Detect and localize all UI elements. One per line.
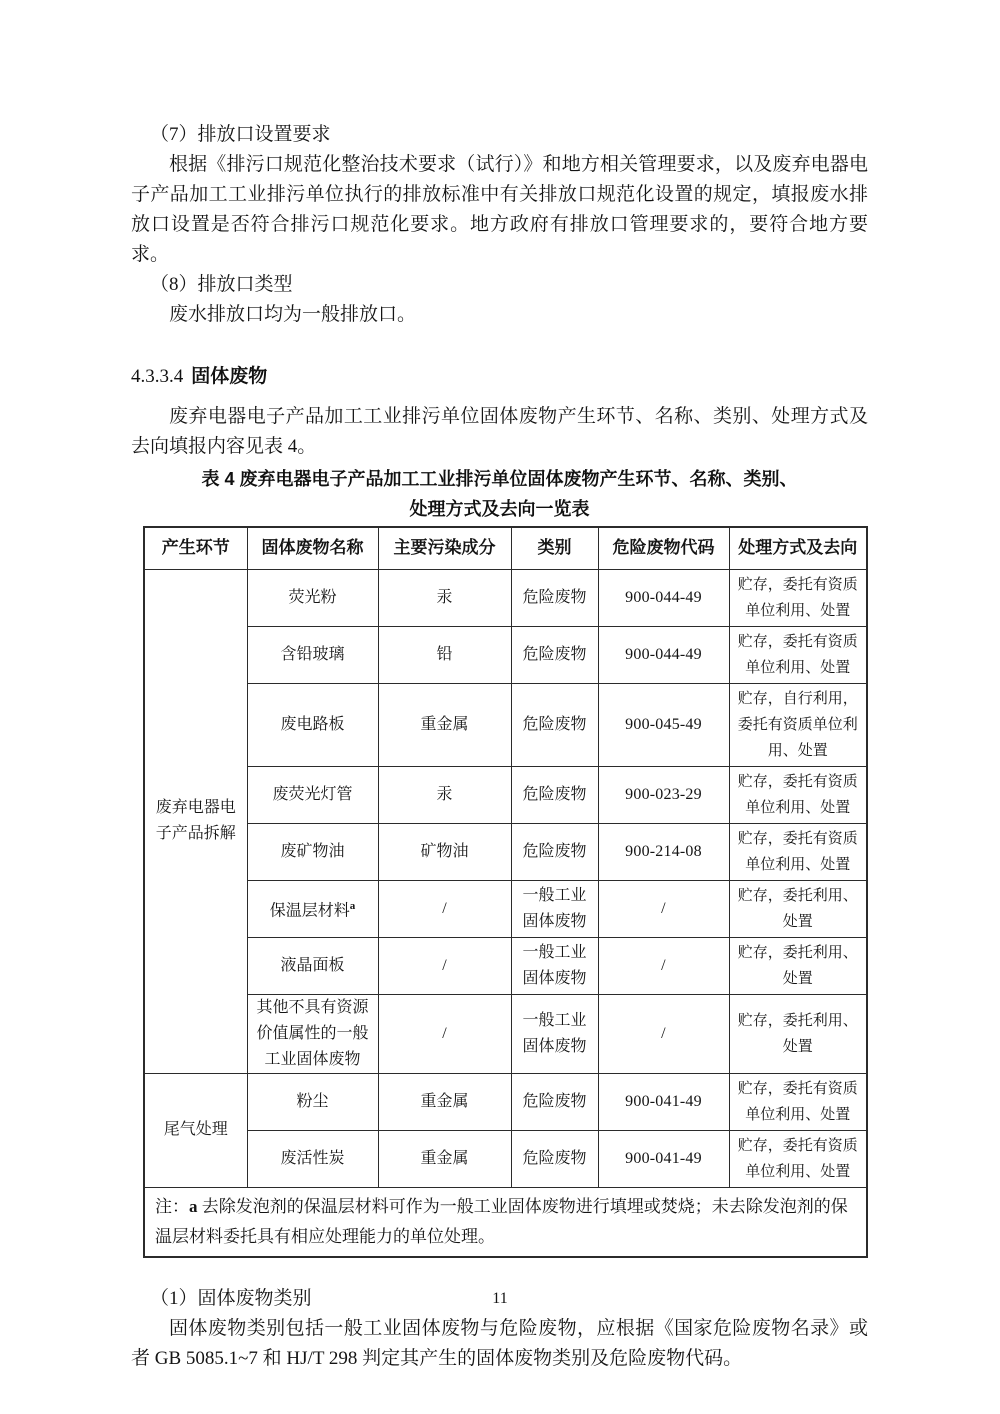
waste-name-cell xyxy=(247,1073,378,1130)
table-row xyxy=(144,626,867,683)
paragraph-7-body: 根据《排污口规范化整治技术要求（试行）》和地方相关管理要求，以及废弃电器电子产品加工工业排污单位执行的排放标准中有关排放口规范化设置的规定，填报废水排放口设置是否符合排污口规范化要求。地方政府有排放口管理要求的，要符合地方要求。 xyxy=(131,154,868,265)
solid-waste-table xyxy=(143,526,868,1258)
waste-name-cell xyxy=(247,683,378,766)
header-disposal: 处理方式及去向 xyxy=(729,527,867,569)
waste-name: 废电路板 xyxy=(280,715,345,733)
paragraph-8-body: 废水排放口均为一般排放口。 xyxy=(169,304,417,325)
header-pollutant: 主要污染成分 xyxy=(378,527,511,569)
waste-name-cell xyxy=(247,1130,378,1187)
paragraph-8-title: （8）排放口类型 xyxy=(150,274,293,295)
disposal-cell: 贮存，委托利用、处置 xyxy=(729,937,867,994)
section-number: 4.3.3.4 xyxy=(131,366,184,387)
waste-name: 废活性炭 xyxy=(280,1149,345,1167)
category-cell: 一般工业固体废物 xyxy=(511,994,598,1073)
stage-cell-exhaust-treatment: 尾气处理 xyxy=(144,1073,247,1187)
disposal-cell: 贮存，委托有资质单位利用、处置 xyxy=(729,1073,867,1130)
table-caption xyxy=(131,464,868,524)
code-cell: / xyxy=(598,937,729,994)
header-stage: 产生环节 xyxy=(144,527,247,569)
waste-name: 其他不具有资源价值属性的一般工业固体废物 xyxy=(256,998,369,1068)
table-row xyxy=(144,937,867,994)
waste-name: 荧光粉 xyxy=(288,588,337,606)
pollutant-cell: 汞 xyxy=(378,569,511,626)
code-cell: 900-044-49 xyxy=(598,626,729,683)
code-cell: 900-044-49 xyxy=(598,569,729,626)
table-row xyxy=(144,683,867,766)
pollutant-cell: 重金属 xyxy=(378,1130,511,1187)
disposal-cell: 贮存，委托有资质单位利用、处置 xyxy=(729,626,867,683)
pollutant-cell: 重金属 xyxy=(378,683,511,766)
waste-name-cell xyxy=(247,626,378,683)
waste-name-cell xyxy=(247,994,378,1073)
category-cell: 危险废物 xyxy=(511,683,598,766)
table-row xyxy=(144,1130,867,1187)
waste-name: 保温层材料 xyxy=(269,902,350,920)
pollutant-cell: / xyxy=(378,994,511,1073)
table-row xyxy=(144,823,867,880)
note-prefix: 注： xyxy=(155,1196,189,1216)
header-category: 类别 xyxy=(511,527,598,569)
pollutant-cell: / xyxy=(378,880,511,937)
waste-name: 液晶面板 xyxy=(280,956,345,974)
disposal-cell: 贮存，委托有资质单位利用、处置 xyxy=(729,569,867,626)
paragraph-7-title: （7）排放口设置要求 xyxy=(150,124,331,145)
table-caption-line2: 处理方式及去向一览表 xyxy=(409,499,590,519)
note-text: 去除发泡剂的保温层材料可作为一般工业固体废物进行填埋或焚烧；未去除发泡剂的保温层材料委托具有相应处理能力的单位处理。 xyxy=(155,1196,848,1246)
category-cell: 一般工业固体废物 xyxy=(511,937,598,994)
table-row xyxy=(144,569,867,626)
intro-paragraph: 废弃电器电子产品加工工业排污单位固体废物产生环节、名称、类别、处理方式及去向填报内容见表 4。 xyxy=(131,406,868,457)
table-note-cell xyxy=(144,1187,867,1257)
category-cell: 危险废物 xyxy=(511,626,598,683)
pollutant-cell: / xyxy=(378,937,511,994)
waste-name-cell xyxy=(247,569,378,626)
table-row xyxy=(144,994,867,1073)
section-title: 固体废物 xyxy=(191,366,268,387)
disposal-cell: 贮存，委托有资质单位利用、处置 xyxy=(729,766,867,823)
category-cell: 危险废物 xyxy=(511,569,598,626)
footnote-marker: a xyxy=(349,899,356,912)
pollutant-cell: 汞 xyxy=(378,766,511,823)
code-cell: 900-045-49 xyxy=(598,683,729,766)
pollutant-cell: 矿物油 xyxy=(378,823,511,880)
waste-name: 含铅玻璃 xyxy=(280,645,345,663)
table-note-row xyxy=(144,1187,867,1257)
waste-name-cell xyxy=(247,823,378,880)
pollutant-cell: 重金属 xyxy=(378,1073,511,1130)
category-cell: 危险废物 xyxy=(511,1073,598,1130)
disposal-cell: 贮存，委托利用、处置 xyxy=(729,994,867,1073)
waste-name: 粉尘 xyxy=(296,1092,329,1110)
table-header-row xyxy=(144,527,867,569)
disposal-cell: 贮存，委托有资质单位利用、处置 xyxy=(729,1130,867,1187)
disposal-cell: 贮存，自行利用，委托有资质单位利用、处置 xyxy=(729,683,867,766)
waste-name-cell xyxy=(247,937,378,994)
header-waste-name: 固体废物名称 xyxy=(247,527,378,569)
code-cell: / xyxy=(598,880,729,937)
item-1-body: 固体废物类别包括一般工业固体废物与危险废物，应根据《国家危险废物名录》或者 GB 5085.1~7 和 HJ/T 298 判定其产生的固体废物类别及危险废物代码。 xyxy=(131,1317,868,1369)
code-cell: 900-041-49 xyxy=(598,1130,729,1187)
header-code: 危险废物代码 xyxy=(598,527,729,569)
category-cell: 危险废物 xyxy=(511,766,598,823)
category-cell: 一般工业固体废物 xyxy=(511,880,598,937)
note-marker: a xyxy=(189,1196,198,1216)
item-1-title: （1）固体废物类别 xyxy=(150,1287,312,1309)
code-cell: 900-023-29 xyxy=(598,766,729,823)
section-heading xyxy=(131,362,868,392)
code-cell: 900-214-08 xyxy=(598,823,729,880)
table-caption-line1: 表 4 废弃电器电子产品加工工业排污单位固体废物产生环节、名称、类别、 xyxy=(201,469,798,489)
page-content xyxy=(131,0,868,1374)
category-cell: 危险废物 xyxy=(511,823,598,880)
waste-name-cell xyxy=(247,880,378,937)
waste-name: 废荧光灯管 xyxy=(272,785,353,803)
disposal-cell: 贮存，委托有资质单位利用、处置 xyxy=(729,823,867,880)
code-cell: 900-041-49 xyxy=(598,1073,729,1130)
disposal-cell: 贮存，委托利用、处置 xyxy=(729,880,867,937)
waste-name-cell xyxy=(247,766,378,823)
category-cell: 危险废物 xyxy=(511,1130,598,1187)
table-row xyxy=(144,880,867,937)
table-row xyxy=(144,1073,867,1130)
stage-cell-dismantling: 废弃电器电子产品拆解 xyxy=(144,569,247,1073)
code-cell: / xyxy=(598,994,729,1073)
waste-name: 废矿物油 xyxy=(280,842,345,860)
page-number: 11 xyxy=(492,1290,508,1307)
table-row xyxy=(144,766,867,823)
pollutant-cell: 铅 xyxy=(378,626,511,683)
